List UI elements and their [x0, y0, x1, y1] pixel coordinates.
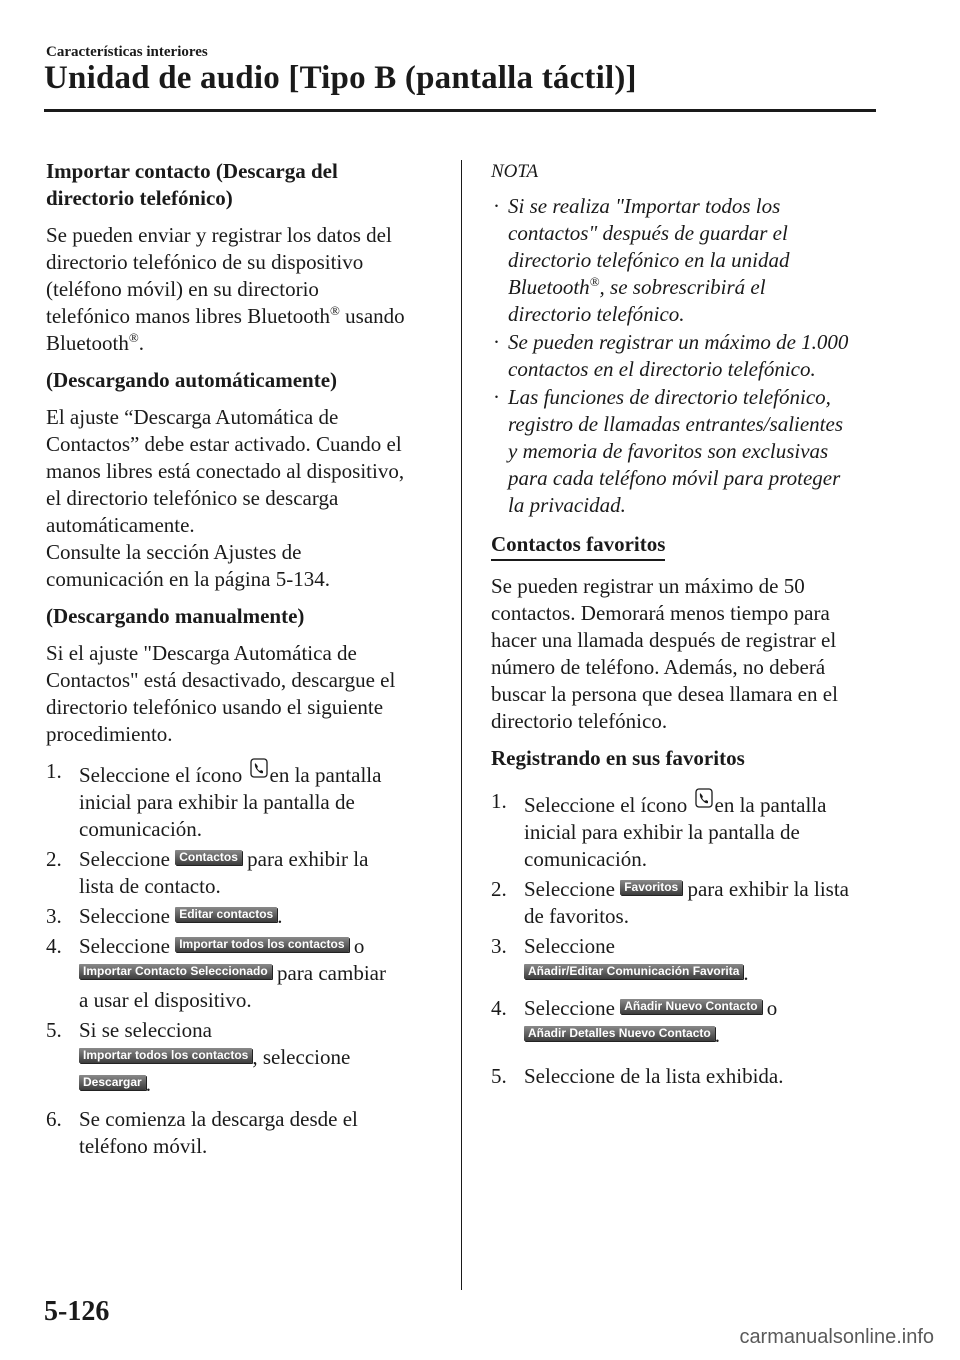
download-button[interactable]: Descargar	[79, 1075, 146, 1090]
page-title: Unidad de audio [Tipo B (pantalla táctil)]	[44, 60, 637, 96]
registered-mark: ®	[330, 303, 340, 318]
step-1: 1. Seleccione el ícono en la pantalla inicial para exhibir la pantalla de comunicación.	[491, 789, 827, 871]
note-item: · Se pueden registrar un máximo de 1.000 contactos en el directorio telefónico.	[493, 330, 849, 381]
note-item: · Las funciones de directorio telefónico, registro de llamadas entrantes/salientes y memoria de favoritos son exclusivas para cada teléfono móvil para proteger la privacidad.	[493, 385, 844, 517]
step-2: 2. Seleccione Favoritos para exhibir la lista de favoritos.	[491, 877, 849, 928]
left-column	[46, 158, 446, 1166]
step-2: 2. Seleccione Contactos para exhibir la lista de contacto.	[46, 847, 369, 898]
import-selected-contact-button[interactable]: Importar Contacto Seleccionado	[79, 964, 272, 979]
note-list	[491, 193, 886, 519]
step-6: 6. Se comienza la descarga desde el teléfono móvil.	[46, 1107, 358, 1158]
contacts-button[interactable]: Contactos	[175, 850, 242, 865]
step-4: 4. Seleccione Importar todos los contactos o Importar Contacto Seleccionado para cambiar a usar el dispositivo.	[46, 934, 386, 1012]
phone-handset-icon	[695, 788, 713, 808]
import-intro: Se pueden enviar y registrar los datos del directorio telefónico de su dispositivo (teléfono móvil) en su directorio telefónico manos libres Bluetooth® usando Bluetooth®.	[46, 223, 405, 355]
auto-download-text: El ajuste “Descarga Automática de Contactos” debe estar activado. Cuando el manos libres está conectado al dispositivo, el directorio telefónico se descarga automáticamente. Consulte la sección Ajustes de comunicación en la página 5-134.	[46, 405, 405, 591]
column-divider	[461, 160, 462, 1290]
manual-download-heading: (Descargando manualmente)	[46, 604, 305, 628]
step-1: 1. Seleccione el ícono en la pantalla inicial para exhibir la pantalla de comunicación.	[46, 759, 382, 841]
page-number: 5-126	[44, 1296, 110, 1327]
step-3: 3. Seleccione Editar contactos .	[46, 904, 283, 928]
add-edit-favorite-button[interactable]: Añadir/Editar Comunicación Favorita	[524, 964, 743, 979]
manual-steps	[46, 758, 446, 1160]
phone-handset-icon	[250, 758, 268, 778]
title-rule	[44, 109, 876, 112]
registered-mark: ®	[128, 330, 139, 345]
manual-download-text: Si el ajuste "Descarga Automática de Contactos" está desactivado, descargue el directorio telefónico usando el siguiente procedimiento.	[46, 641, 396, 746]
import-all-contacts-button[interactable]: Importar todos los contactos	[175, 937, 348, 952]
register-favorites-heading: Registrando en sus favoritos	[491, 746, 745, 770]
favorites-text: Se pueden registrar un máximo de 50 contactos. Demorará menos tiempo para hacer una llamada después de registrar el número de teléfono. Además, no deberá buscar la persona que desea llamara en el directorio telefónico.	[491, 574, 838, 733]
step-5: 5. Si se selecciona Importar todos los contactos , seleccione Descargar .	[46, 1018, 351, 1096]
note-item: · Si se realiza "Importar todos los contactos" después de guardar el directorio telefónico en la unidad Bluetooth®, se sobrescribirá el directorio telefónico.	[493, 194, 790, 326]
registered-mark: ®	[589, 274, 600, 289]
favorites-button[interactable]: Favoritos	[620, 880, 682, 895]
step-5: 5. Seleccione de la lista exhibida.	[491, 1064, 784, 1088]
step-3: 3. Seleccione Añadir/Editar Comunicación Favorita .	[491, 934, 749, 985]
add-new-contact-button[interactable]: Añadir Nuevo Contacto	[620, 999, 761, 1014]
favorites-heading: Contactos favoritos	[491, 531, 665, 561]
watermark: carmanualsonline.info	[739, 1326, 934, 1348]
note-title: NOTA	[491, 161, 539, 182]
import-all-contacts-button[interactable]: Importar todos los contactos	[79, 1048, 252, 1063]
auto-download-heading: (Descargando automáticamente)	[46, 368, 338, 392]
step-4: 4. Seleccione Añadir Nuevo Contacto o Añadir Detalles Nuevo Contacto .	[491, 996, 778, 1047]
favorites-steps	[491, 788, 886, 1090]
right-column	[491, 158, 886, 1096]
section-label: Características interiores	[46, 44, 208, 60]
import-heading: Importar contacto (Descarga del directorio telefónico)	[46, 159, 338, 210]
add-new-contact-details-button[interactable]: Añadir Detalles Nuevo Contacto	[524, 1026, 715, 1041]
edit-contacts-button[interactable]: Editar contactos	[175, 907, 277, 922]
